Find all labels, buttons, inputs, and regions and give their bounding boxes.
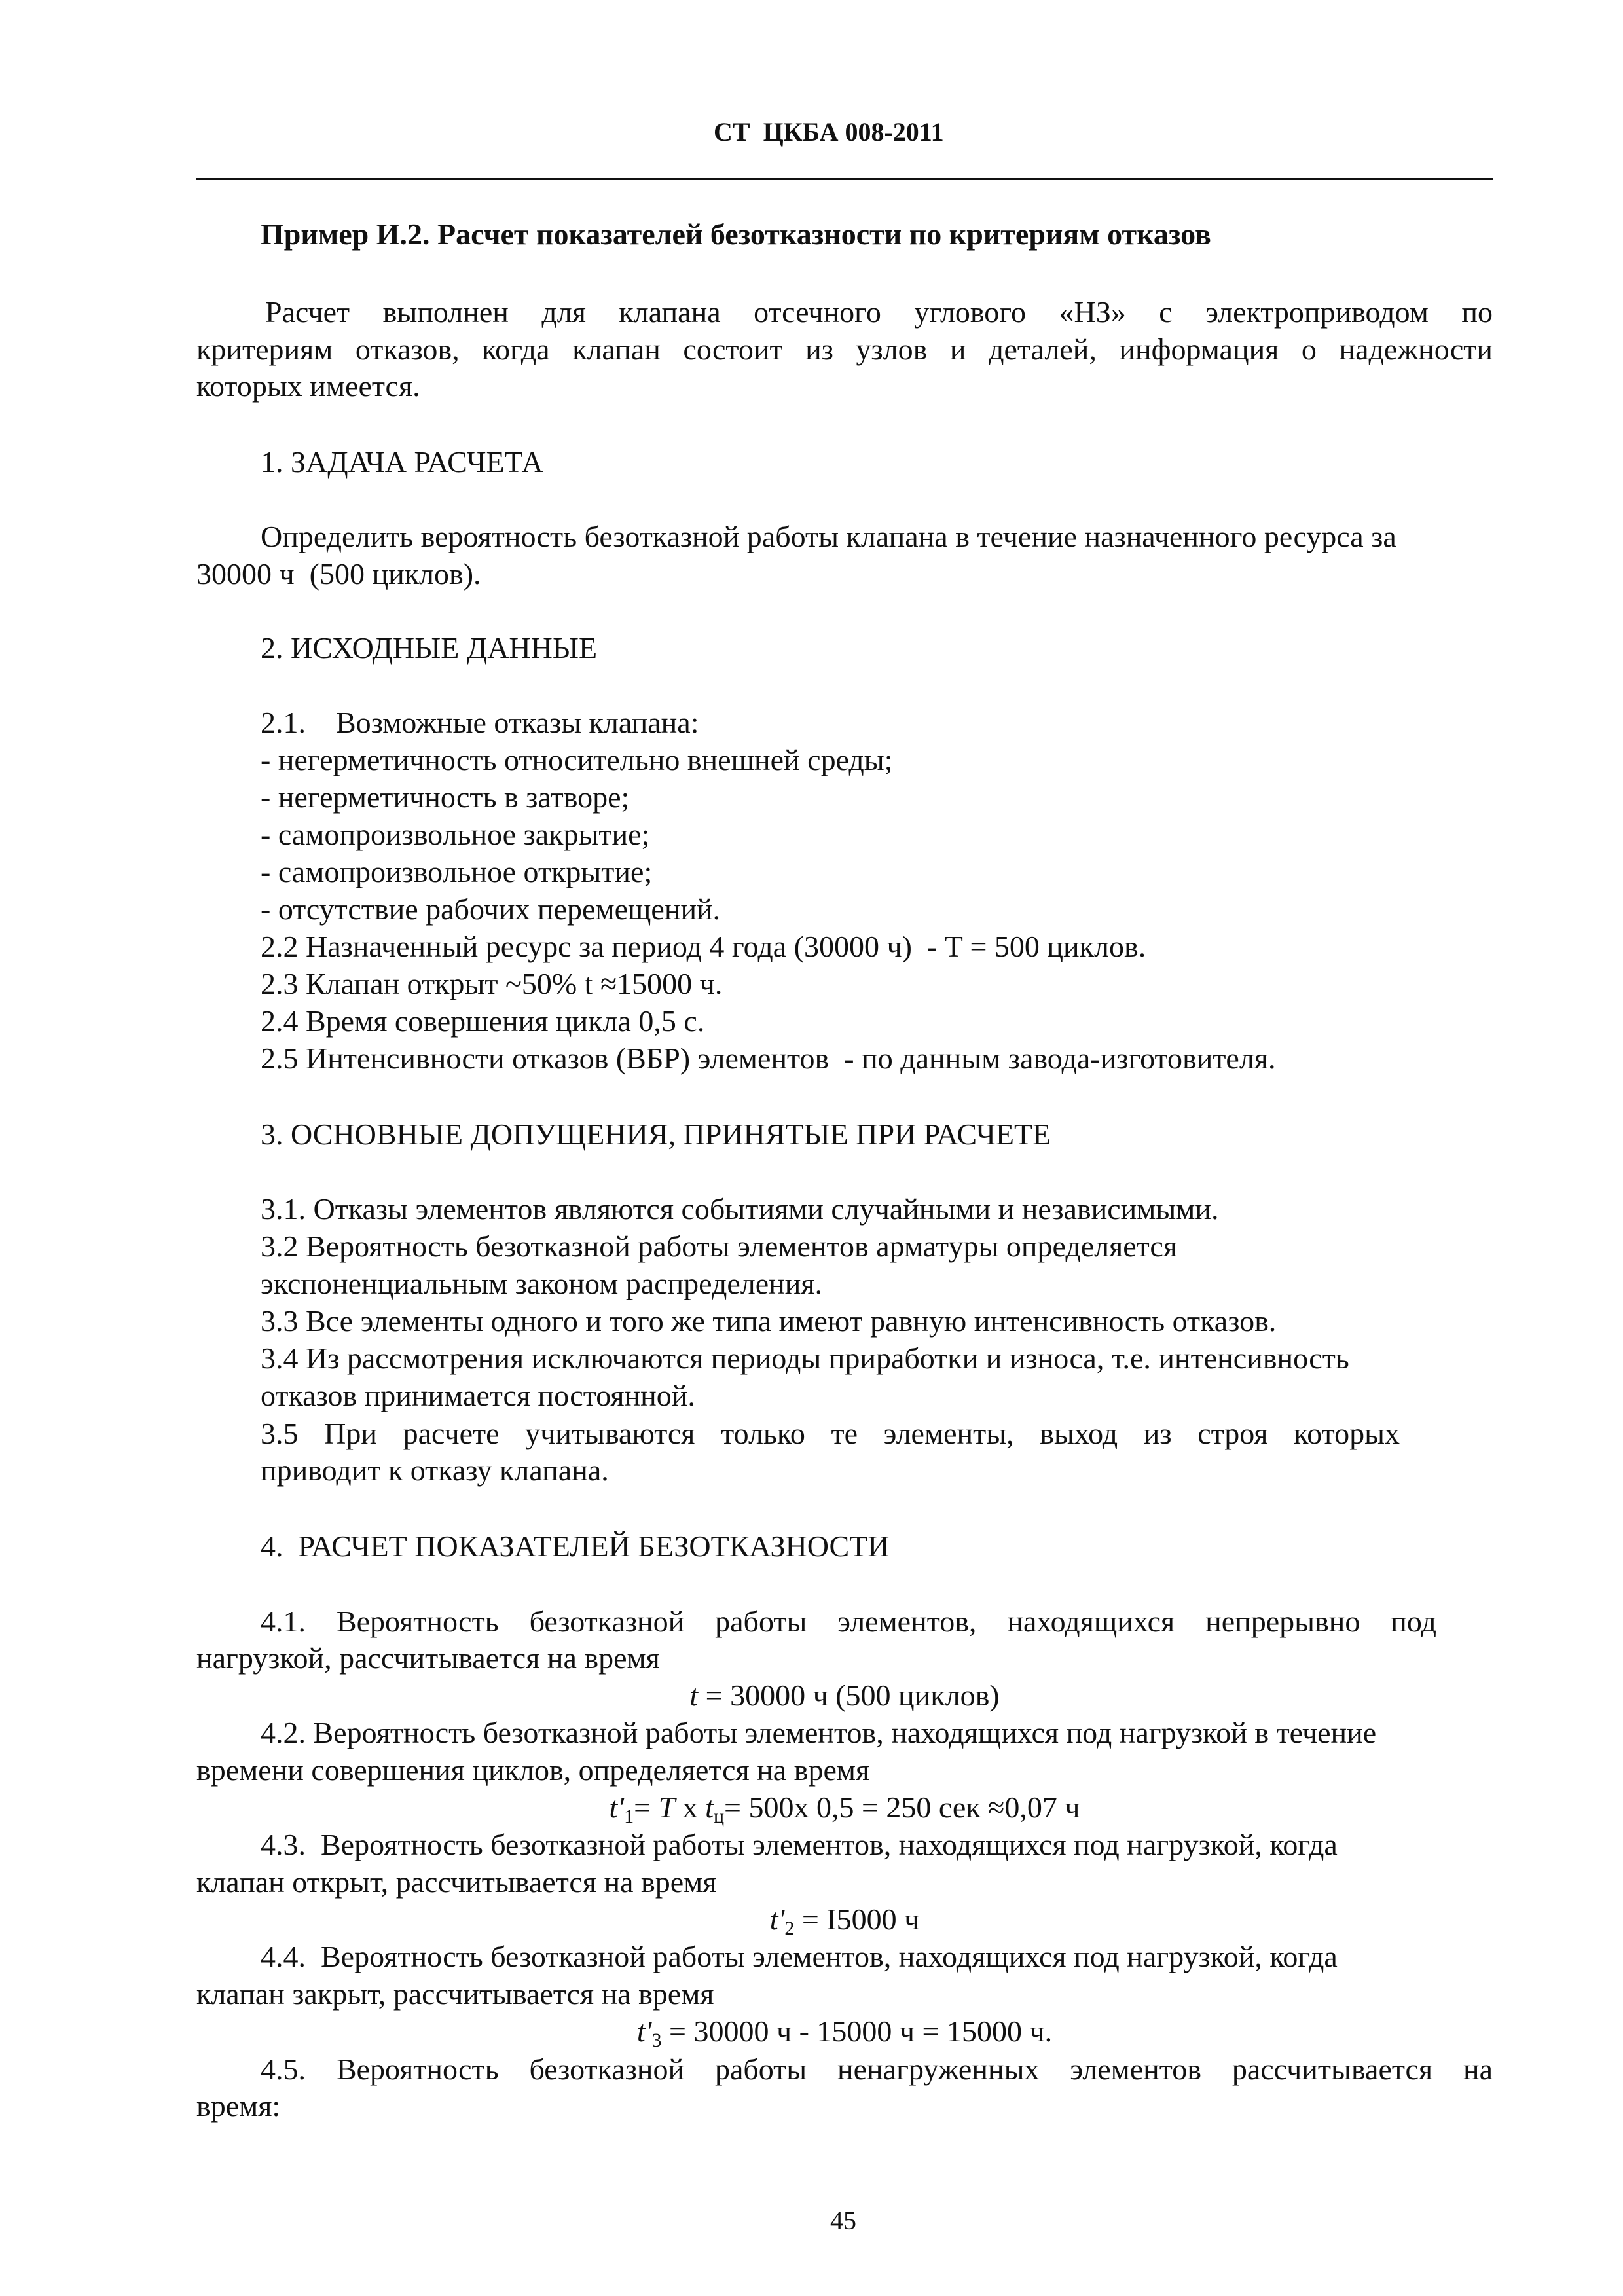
- item-2-5: 2.5 Интенсивности отказов (ВБР) элементов - по данным завода-изготовителя.: [261, 1042, 1276, 1075]
- item-2-1: 2.1. Возможные отказы клапана:: [261, 706, 699, 739]
- item-4-2-line-2: времени совершения циклов, определяется на время: [196, 1753, 870, 1787]
- item-3-1: 3.1. Отказы элементов являются событиями случайными и независимыми.: [261, 1192, 1219, 1226]
- item-3-2-line-2: экспоненциальным законом распределения.: [261, 1267, 823, 1300]
- bullet-item: - самопроизвольное закрытие;: [261, 818, 650, 851]
- header-rule: [196, 178, 1493, 180]
- item-2-4: 2.4 Время совершения цикла 0,5 с.: [261, 1004, 705, 1038]
- document-code: СТ ЦКБА 008-2011: [714, 117, 944, 147]
- item-4-4-line-1: 4.4. Вероятность безотказной работы элементов, находящихся под нагрузкой, когда: [261, 1940, 1338, 1973]
- example-title: Пример И.2. Расчет показателей безотказности по критериям отказов: [261, 217, 1211, 251]
- intro-line-1: Расчет выполнен для клапана отсечного углового «НЗ» с электроприводом по: [265, 295, 1493, 329]
- item-3-4-line-2: отказов принимается постоянной.: [261, 1379, 695, 1412]
- formula-4-4: $t'_3 = 30000$ ч - 15000 ч = 15000 ч.: [636, 2014, 1053, 2051]
- bullet-item: - негерметичность относительно внешней среды;: [261, 743, 893, 776]
- item-4-2-line-1: 4.2. Вероятность безотказной работы элементов, находящихся под нагрузкой в течение: [261, 1716, 1377, 1749]
- item-4-3-line-1: 4.3. Вероятность безотказной работы элементов, находящихся под нагрузкой, когда: [261, 1828, 1338, 1861]
- section-1-line-1: Определить вероятность безотказной работы клапана в течение назначенного ресурса за: [261, 520, 1396, 553]
- section-3-heading: 3. ОСНОВНЫЕ ДОПУЩЕНИЯ, ПРИНЯТЫЕ ПРИ РАСЧЕТЕ: [261, 1118, 1051, 1151]
- item-4-5-line-2: время:: [196, 2089, 281, 2123]
- item-4-1-line-2: нагрузкой, рассчитывается на время: [196, 1641, 660, 1675]
- item-4-3-line-2: клапан открыт, рассчитывается на время: [196, 1865, 717, 1899]
- item-2-2: 2.2 Назначенный ресурс за период 4 года (30000 ч) - T = 500 циклов.: [261, 930, 1146, 963]
- bullet-item: - негерметичность в затворе;: [261, 780, 630, 814]
- formula-4-2: $t'_1= T$ x $t_ц= 500x$ 0,5 = 250 сек ≈0,07 ч: [609, 1791, 1080, 1827]
- item-4-1-line-1: 4.1. Вероятность безотказной работы элементов, находящихся непрерывно под: [261, 1605, 1436, 1638]
- section-1-line-2: 30000 ч (500 циклов).: [196, 557, 481, 591]
- intro-line-2: критериям отказов, когда клапан состоит из узлов и деталей, информация о надежности: [196, 333, 1493, 366]
- item-4-4-line-2: клапан закрыт, рассчитывается на время: [196, 1977, 714, 2011]
- section-4-heading: 4. РАСЧЕТ ПОКАЗАТЕЛЕЙ БЕЗОТКАЗНОСТИ: [261, 1529, 890, 1563]
- page-number: 45: [830, 2206, 856, 2235]
- section-1-heading: 1. ЗАДАЧА РАСЧЕТА: [261, 445, 543, 479]
- formula-4-3: $t'_2 = I5000$ ч: [769, 1903, 920, 1939]
- intro-line-3: которых имеется.: [196, 369, 420, 403]
- item-2-3: 2.3 Клапан открыт ~50% t ≈15000 ч.: [261, 967, 723, 1000]
- item-3-4-line-1: 3.4 Из рассмотрения исключаются периоды приработки и износа, т.е. интенсивность: [261, 1341, 1349, 1375]
- section-2-heading: 2. ИСХОДНЫЕ ДАННЫЕ: [261, 631, 598, 665]
- formula-4-1: t = 30000 ч (500 циклов): [689, 1679, 1000, 1712]
- item-4-5-line-1: 4.5. Вероятность безотказной работы ненагруженных элементов рассчитывается на: [261, 2052, 1493, 2086]
- item-3-5-line-2: приводит к отказу клапана.: [261, 1453, 609, 1487]
- bullet-item: - отсутствие рабочих перемещений.: [261, 892, 721, 926]
- item-3-3: 3.3 Все элементы одного и того же типа имеют равную интенсивность отказов.: [261, 1304, 1277, 1338]
- item-3-5-line-1: 3.5 При расчете учитываются только те элементы, выход из строя которых: [261, 1417, 1400, 1450]
- bullet-item: - самопроизвольное открытие;: [261, 855, 653, 888]
- item-3-2-line-1: 3.2 Вероятность безотказной работы элементов арматуры определяется: [261, 1230, 1177, 1263]
